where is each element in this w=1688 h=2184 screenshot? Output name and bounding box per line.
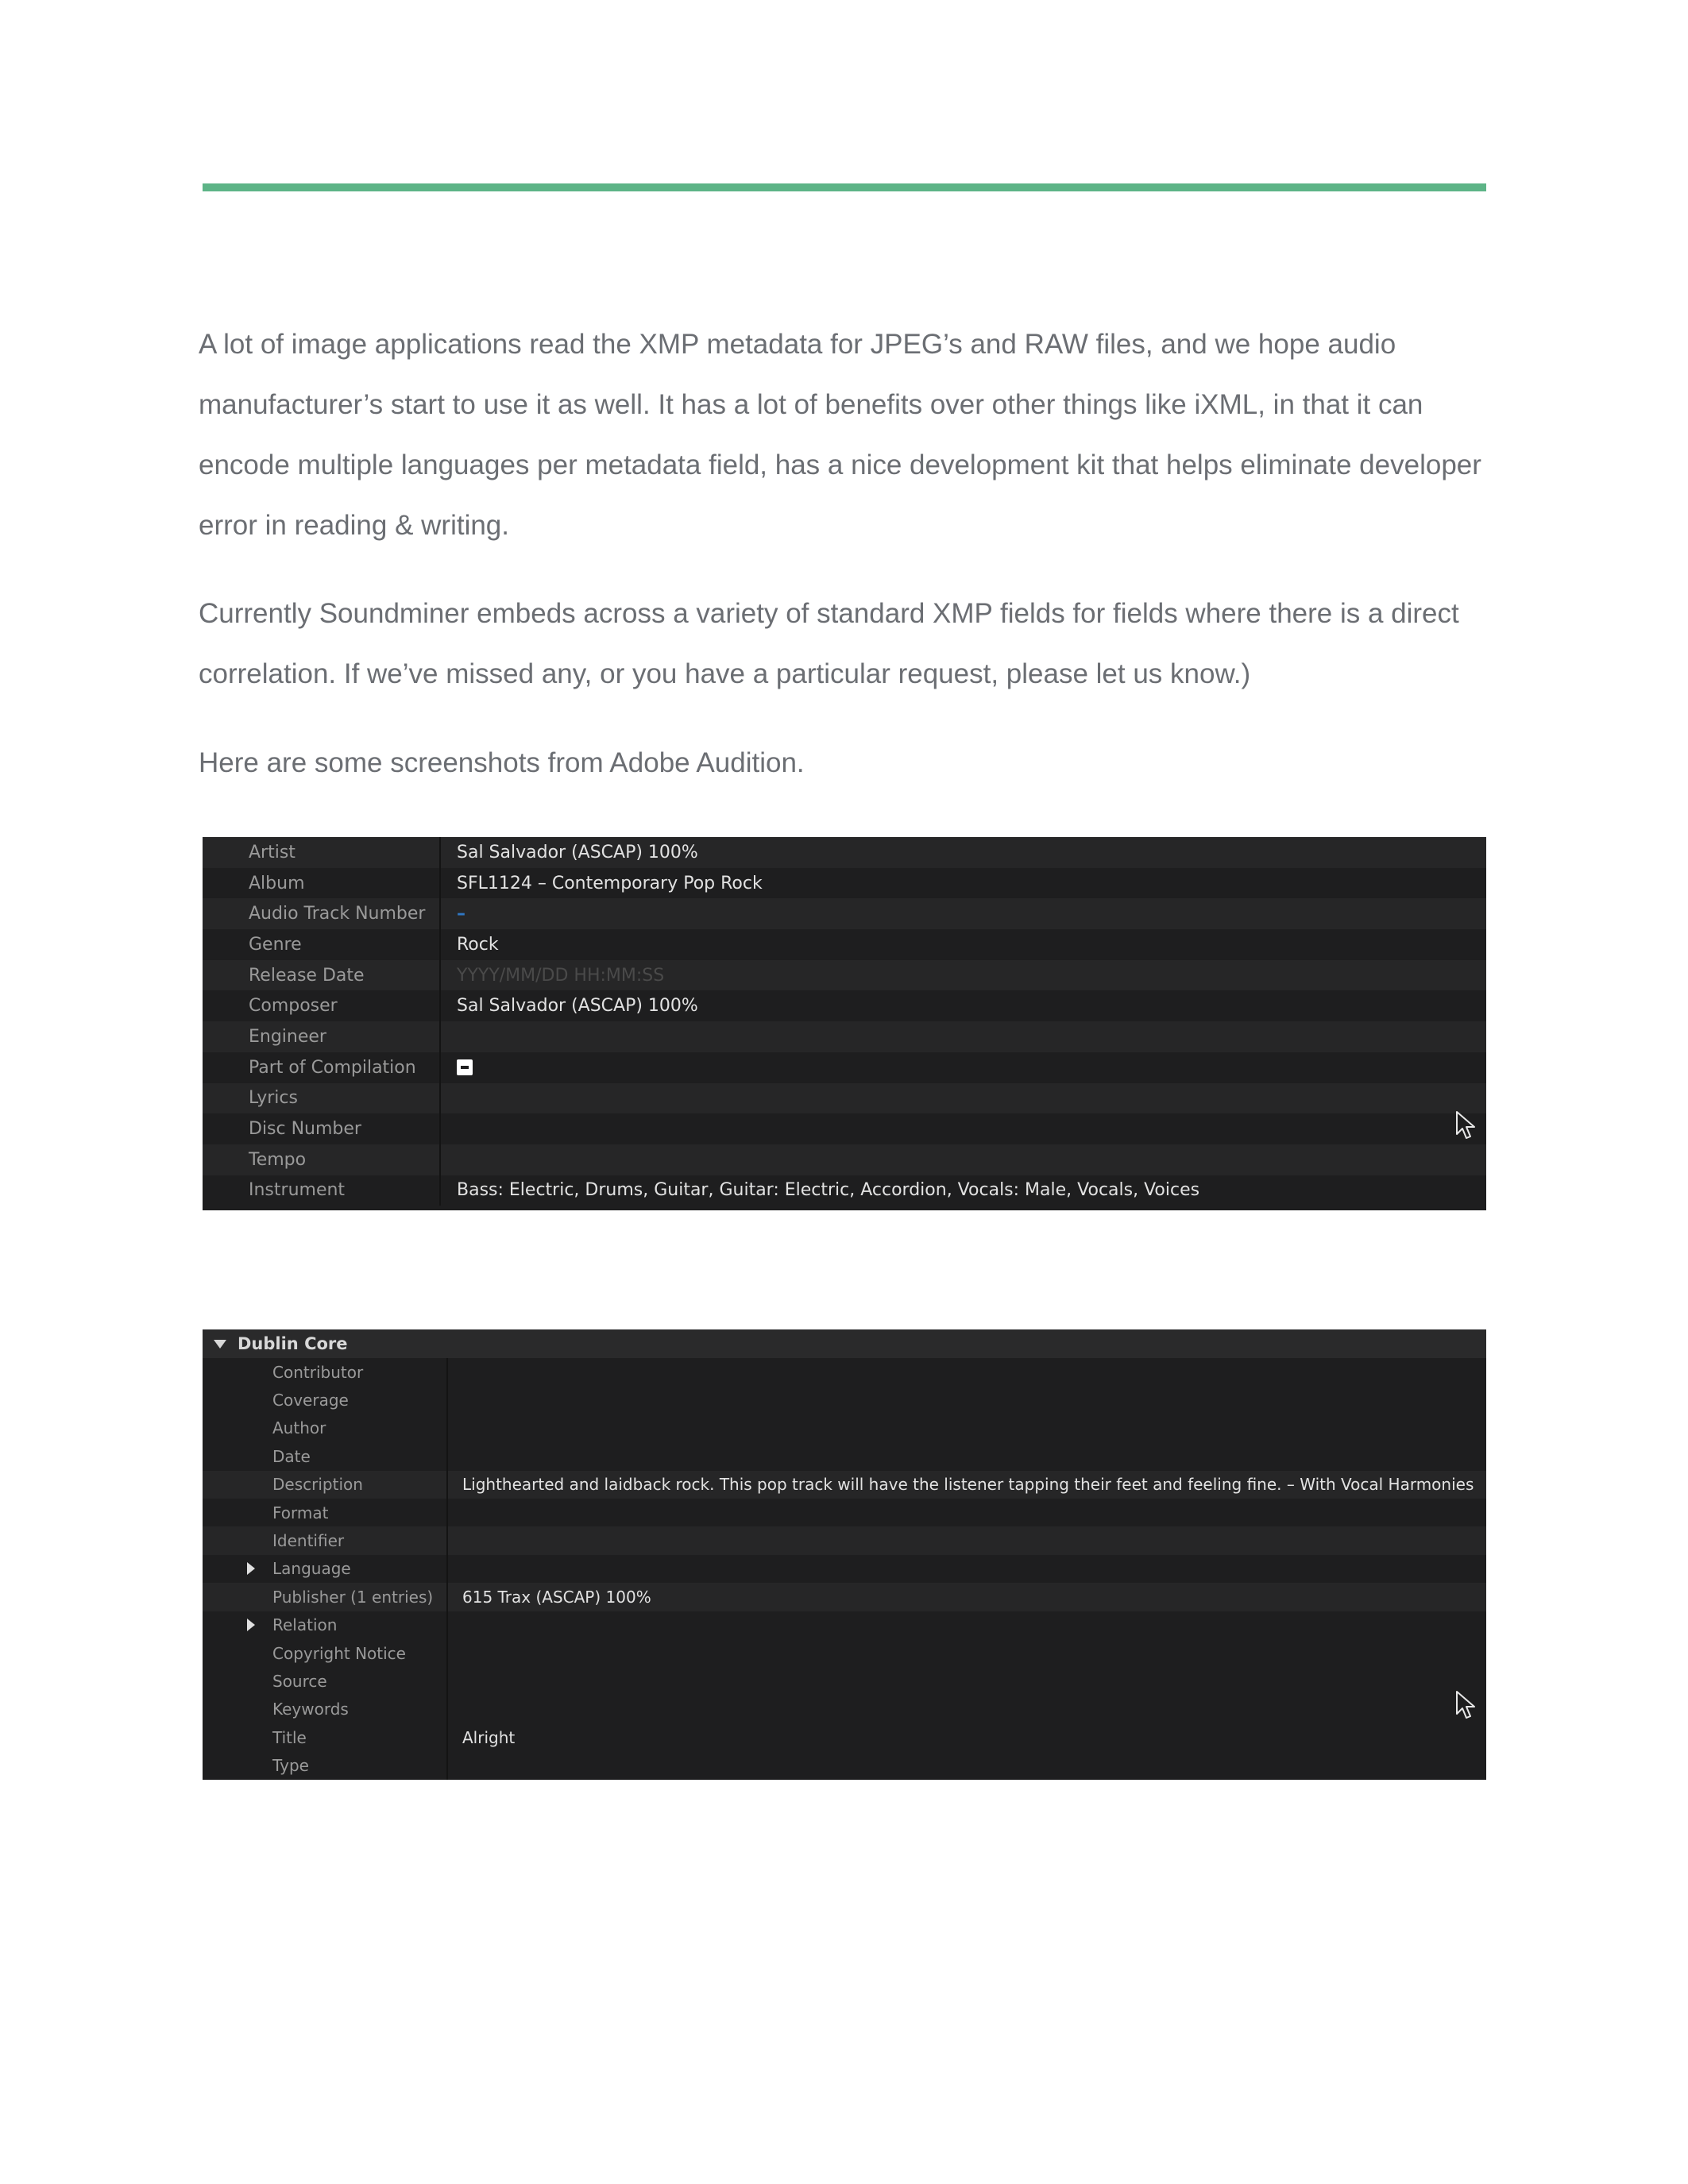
metadata-row[interactable] [203,1021,1486,1052]
album-field[interactable]: SFL1124 – Contemporary Pop Rock [457,873,763,893]
metadata-row[interactable] [203,1083,1486,1114]
tempo-field[interactable] [441,1144,1486,1175]
contributor-field[interactable] [448,1358,1486,1386]
description-field[interactable]: Lighthearted and laidback rock. This pop track will have the listener tapping their feet and feeling fine. – With Vocal Harmonies [462,1475,1474,1495]
field-label: Engineer [203,1021,441,1052]
field-label: Lyrics [203,1083,441,1114]
metadata-row[interactable] [203,868,1486,899]
title-field[interactable]: Alright [462,1727,516,1747]
audio-track-number-field[interactable]: – [457,904,465,924]
field-label: Release Date [203,960,441,991]
dublin-core-panel [203,1329,1486,1780]
body-paragraph: A lot of image applications read the XMP metadata for JPEG’s and RAW files, and we hope audio manufacturer’s start to use it as well. It has a lot of benefits over other things like iXML, in that it can encode multiple languages per metadata field, has a nice development kit that helps eliminate developer error in reading & writing. [199,329,1481,541]
metadata-row[interactable] [203,1414,1486,1442]
instrument-field[interactable]: Bass: Electric, Drums, Guitar, Guitar: Electric, Accordion, Vocals: Male, Vocals, Voices [457,1180,1200,1201]
metadata-row[interactable] [203,837,1486,868]
metadata-row[interactable] [203,929,1486,960]
audio-metadata-panel [203,837,1486,1210]
group-title: Dublin Core [238,1334,348,1353]
field-label: Publisher (1 entries) [203,1583,448,1611]
caret-down-icon[interactable] [214,1340,226,1349]
field-label: Description [203,1471,448,1499]
field-label: Composer [203,990,441,1021]
body-paragraph: Here are some screenshots from Adobe Audition. [199,747,805,778]
metadata-row[interactable] [203,1667,1486,1695]
publisher-field[interactable]: 615 Trax (ASCAP) 100% [462,1587,651,1607]
genre-field[interactable]: Rock [457,934,499,955]
metadata-row[interactable] [203,990,1486,1021]
engineer-field[interactable] [441,1021,1486,1052]
field-label: Source [203,1667,448,1695]
identifier-field[interactable] [448,1526,1486,1554]
language-label: Language [272,1559,351,1579]
language-field[interactable] [448,1555,1486,1583]
copyright-notice-field[interactable] [448,1639,1486,1667]
metadata-row[interactable] [203,1639,1486,1667]
metadata-row[interactable] [203,960,1486,991]
field-label: Part of Compilation [203,1052,441,1083]
header-rule [203,183,1486,191]
metadata-row[interactable] [203,898,1486,929]
release-date-field[interactable]: YYYY/MM/DD HH:MM:SS [457,965,665,986]
source-field[interactable] [448,1667,1486,1695]
field-label: Album [203,868,441,899]
metadata-row[interactable] [203,1751,1486,1779]
field-label: Title [203,1723,448,1751]
relation-label: Relation [272,1615,338,1635]
checkbox-indeterminate-icon[interactable] [457,1059,473,1075]
field-label: Copyright Notice [203,1639,448,1667]
field-label: Disc Number [203,1113,441,1144]
caret-right-icon[interactable] [247,1619,255,1631]
field-label: Tempo [203,1144,441,1175]
field-label: Instrument [203,1175,441,1206]
field-label: Type [203,1751,448,1779]
field-label: Keywords [203,1696,448,1723]
field-label: Author [203,1414,448,1442]
mouse-cursor-icon [1454,1110,1478,1142]
metadata-row[interactable] [203,1526,1486,1554]
field-label: Audio Track Number [203,898,441,929]
metadata-row[interactable] [203,1144,1486,1175]
disc-number-field[interactable] [441,1113,1486,1144]
relation-field[interactable] [448,1611,1486,1639]
metadata-row[interactable] [203,1175,1486,1206]
part-of-compilation-field[interactable] [441,1052,1486,1083]
field-label: Identifier [203,1526,448,1554]
metadata-row[interactable] [203,1499,1486,1526]
metadata-row[interactable] [203,1358,1486,1386]
field-label[interactable] [203,1611,448,1639]
lyrics-field[interactable] [441,1083,1486,1114]
caret-right-icon[interactable] [247,1562,255,1575]
field-label: Date [203,1442,448,1470]
metadata-row[interactable] [203,1442,1486,1470]
date-field[interactable] [448,1442,1486,1470]
metadata-row[interactable] [203,1471,1486,1499]
artist-field[interactable]: Sal Salvador (ASCAP) 100% [457,842,698,862]
field-label: Contributor [203,1358,448,1386]
metadata-row[interactable] [203,1723,1486,1751]
metadata-row[interactable] [203,1113,1486,1144]
keywords-field[interactable] [448,1696,1486,1723]
format-field[interactable] [448,1499,1486,1526]
author-field[interactable] [448,1414,1486,1442]
field-label[interactable] [203,1555,448,1583]
dublin-core-group-header[interactable] [203,1329,1486,1358]
field-label: Format [203,1499,448,1526]
metadata-row[interactable] [203,1386,1486,1414]
mouse-cursor-icon [1454,1690,1478,1722]
metadata-row[interactable] [203,1696,1486,1723]
composer-field[interactable]: Sal Salvador (ASCAP) 100% [457,996,698,1017]
metadata-row[interactable] [203,1555,1486,1583]
field-label: Genre [203,929,441,960]
metadata-row[interactable] [203,1583,1486,1611]
metadata-row[interactable] [203,1611,1486,1639]
type-field[interactable] [448,1751,1486,1779]
metadata-row[interactable] [203,1052,1486,1083]
field-label: Artist [203,837,441,868]
coverage-field[interactable] [448,1386,1486,1414]
body-paragraph: Currently Soundminer embeds across a variety of standard XMP fields for fields where there is a direct correlation. If we’ve missed any, or you have a particular request, please let us know.) [199,598,1459,689]
field-label: Coverage [203,1386,448,1414]
